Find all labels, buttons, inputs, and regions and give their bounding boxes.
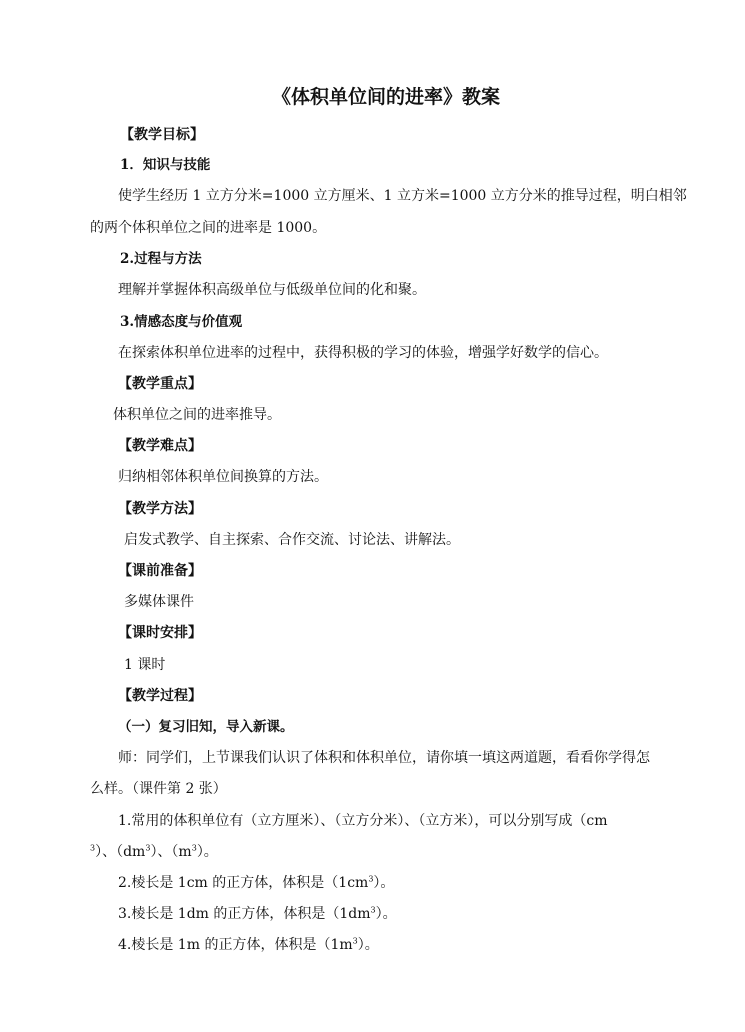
knowledge-text-2: 的两个体积单位之间的进率是 1000。 [90,220,327,236]
process-heading: 2.过程与方法 [120,251,202,267]
superscript-3: 3 [90,843,96,853]
difficulty-text: 归纳相邻体积单位间换算的方法。 [118,469,328,485]
method-heading: 【教学方法】 [118,501,202,517]
q4-part-a: 4.棱长是 1m 的正方体，体积是（1m [118,937,353,953]
superscript-3: 3 [368,874,374,884]
attitude-heading: 3.情感态度与价值观 [120,314,243,330]
prep-text: 多媒体课件 [124,594,194,610]
schedule-text: 1 课时 [124,657,166,673]
superscript-3: 3 [352,936,358,946]
q2-part-b: ）。 [373,875,395,891]
procedure-heading: 【教学过程】 [118,688,202,704]
prep-heading: 【课前准备】 [118,563,202,579]
q4-part-b: ）。 [357,937,379,953]
question-4 [118,935,379,955]
superscript-3: 3 [145,843,151,853]
keypoint-heading: 【教学重点】 [118,376,202,392]
process-text: 理解并掌握体积高级单位与低级单位间的化和聚。 [118,282,426,298]
objectives-heading: 【教学目标】 [120,127,204,143]
superscript-3: 3 [191,843,197,853]
difficulty-heading: 【教学难点】 [118,438,202,454]
attitude-text: 在探索体积单位进率的过程中，获得积极的学习的体验，增强学好数学的信心。 [118,345,608,361]
q2-part-a: 2.棱长是 1cm 的正方体，体积是（1cm [118,875,369,891]
question-1-line-2 [90,842,218,862]
review-heading: （一）复习旧知，导入新课。 [118,719,294,735]
q1-part-c: ）。 [196,844,218,860]
question-3 [118,904,397,924]
q1-part-a: ）、（dm [95,844,146,860]
q1-part-b: ）、（m [150,844,192,860]
knowledge-text-1: 使学生经历 1 立方分米=1000 立方厘米、1 立方米=1000 立方分米的推导过程，明白相邻 [118,188,687,204]
teacher-text-1: 师：同学们，上节课我们认识了体积和体积单位，请你填一填这两道题，看看你学得怎 [118,750,650,766]
keypoint-text: 体积单位之间的进率推导。 [113,407,281,423]
method-text: 启发式教学、自主探索、合作交流、讨论法、讲解法。 [124,532,460,548]
q3-part-a: 3.棱长是 1dm 的正方体，体积是（1dm [118,906,371,922]
question-2 [118,873,394,893]
question-1-line-1: 1.常用的体积单位有（立方厘米）、（立方分米）、（立方米），可以分别写成（cm [118,813,608,829]
q3-part-b: ）。 [375,906,397,922]
document-title: 《体积单位间的进率》教案 [272,86,501,108]
knowledge-heading: 1．知识与技能 [120,157,211,173]
schedule-heading: 【课时安排】 [118,625,202,641]
superscript-3: 3 [370,905,376,915]
teacher-text-2: 么样。（课件第 2 张） [90,781,227,797]
